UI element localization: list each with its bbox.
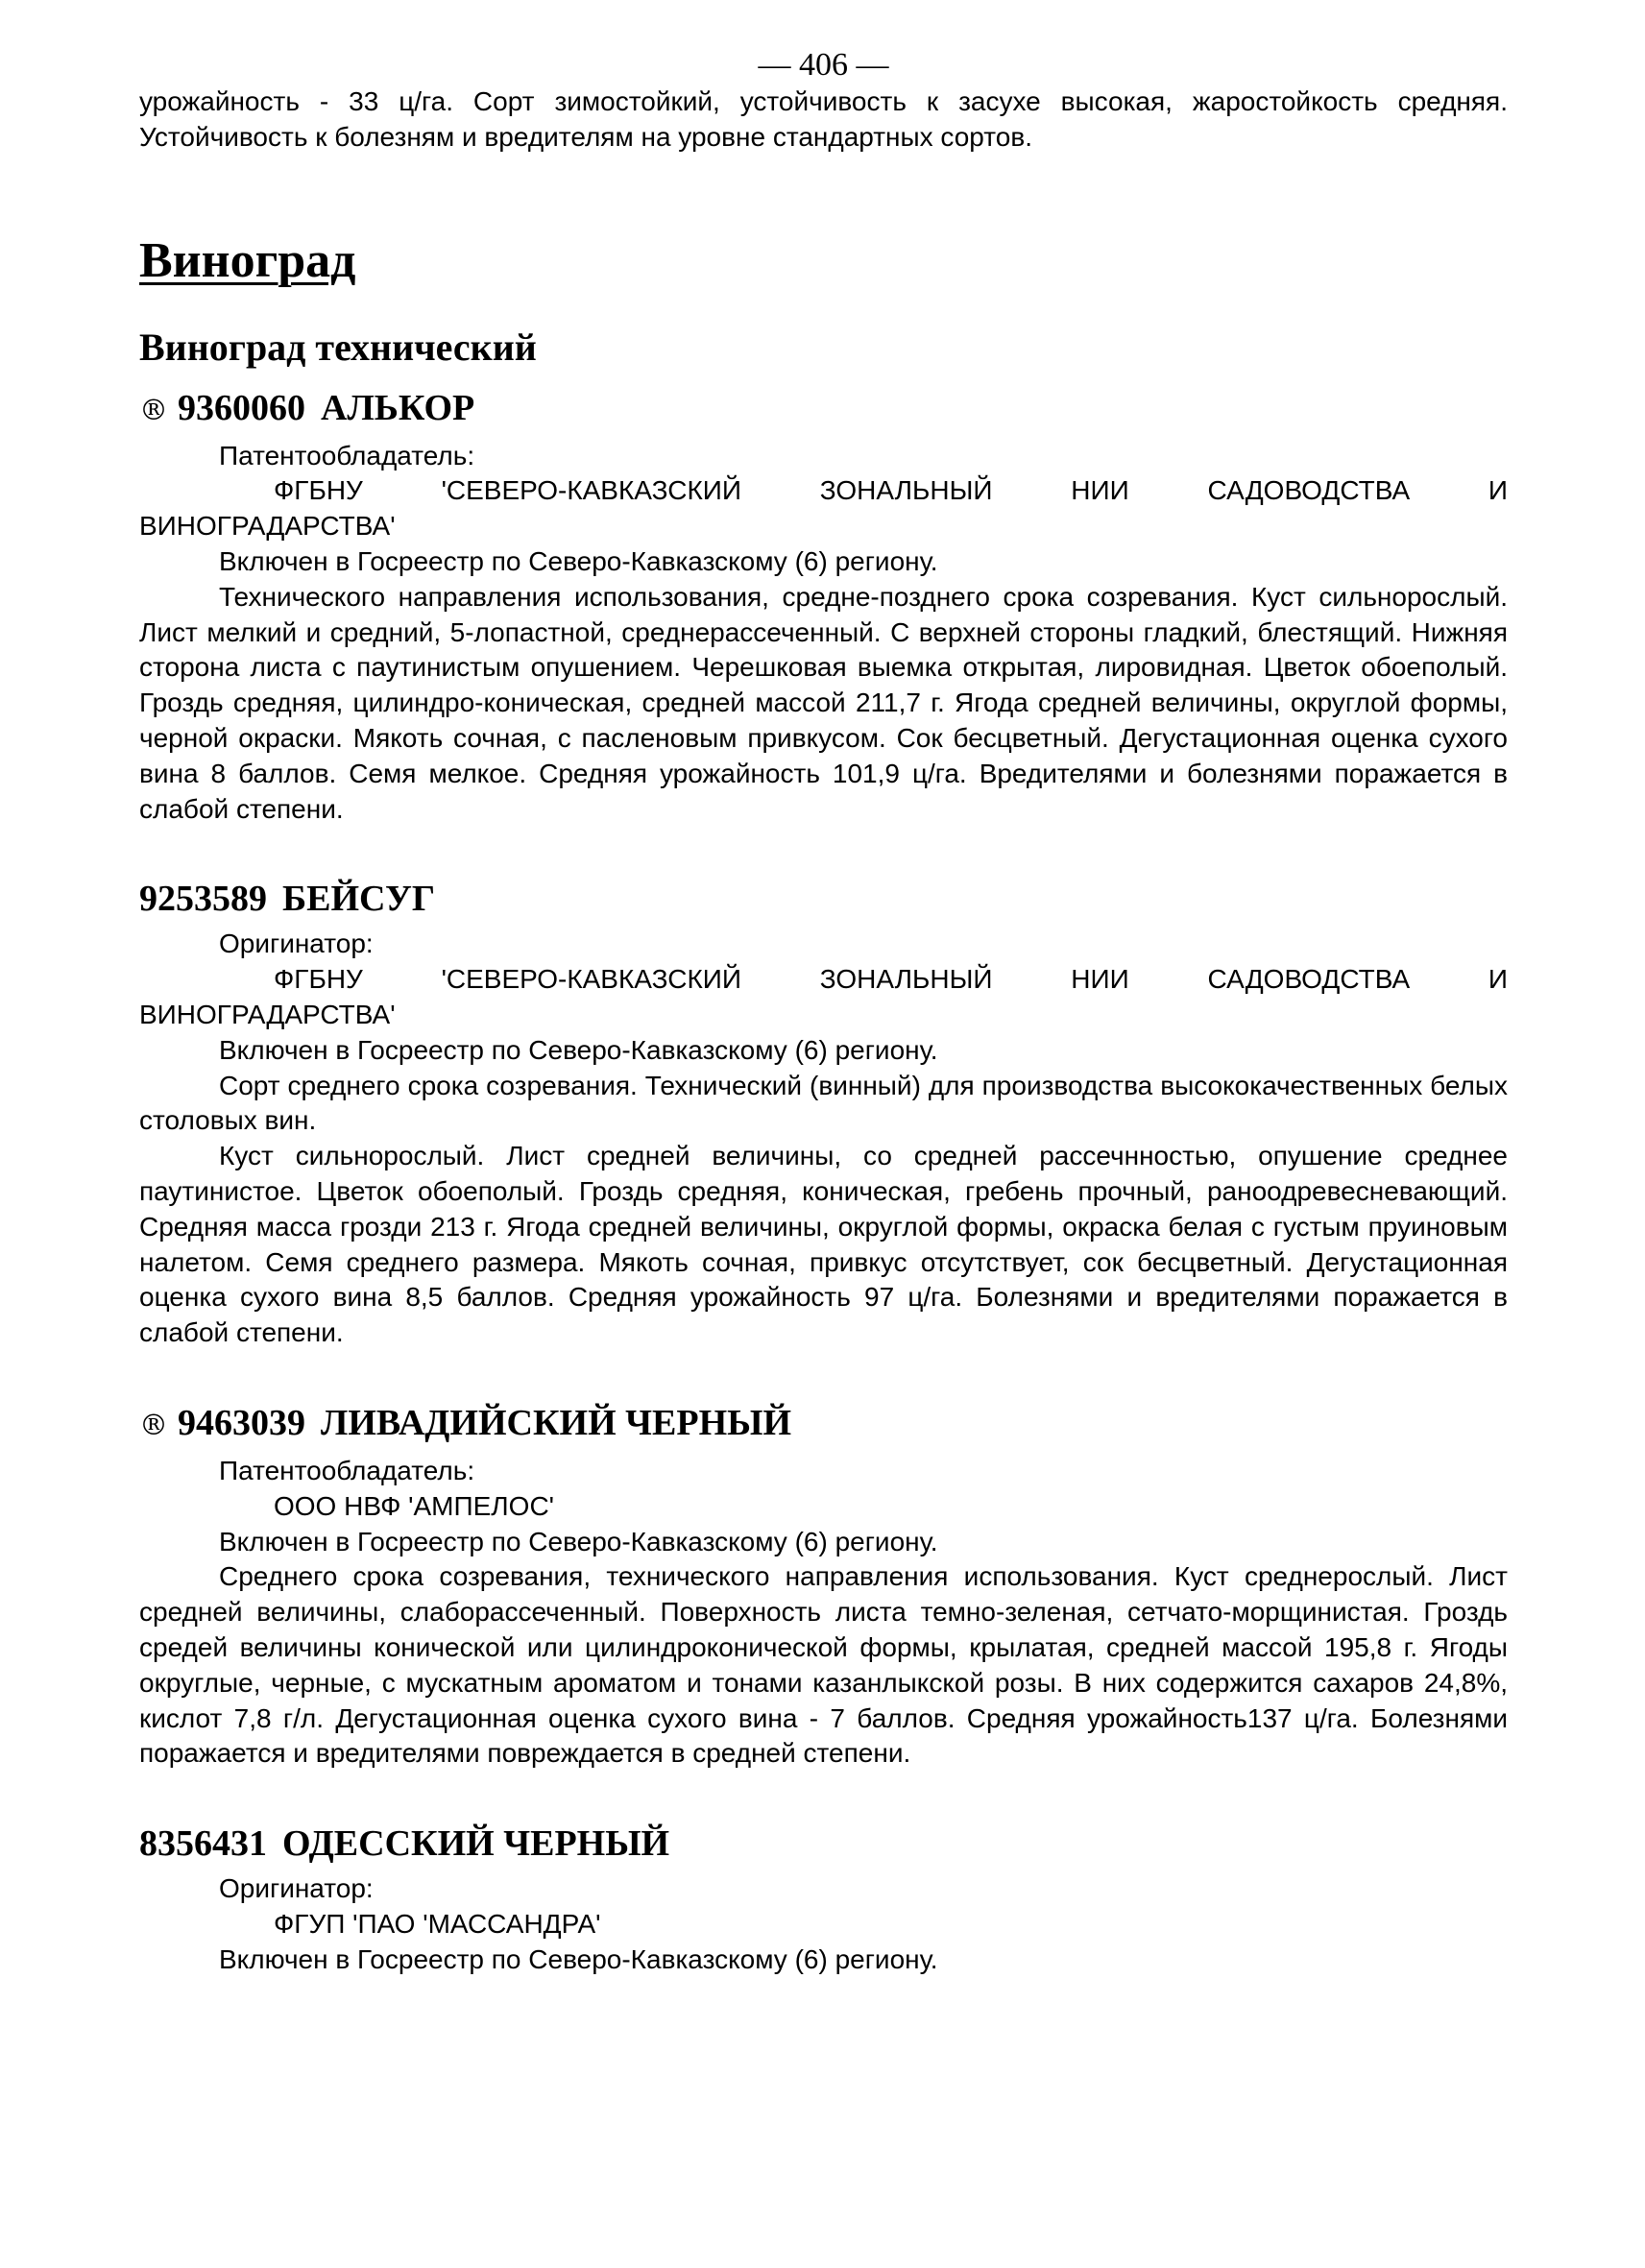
variety-description: Среднего срока созревания, технического направления использования. Куст среднерослый. Лист средней величины, слаборассеченный. Поверхность листа темно-зеленая, сетчато-морщинистая. Гроздь средей величины конической или цилиндроконической формы, крылатая, средней массой 195,8 г. Ягоды округлые, черные, с мускатным ароматом и тонами казанлыкской розы. В них содержится сахаров 24,8%, кислот 7,8 г/л. Дегустационная оценка сухого вина - 7 баллов. Средняя урожайность137 ц/га. Болезнями поражается и вредителями повреждается в средней степени. xyxy=(139,1561,1508,1769)
variety-entry-odesskiy xyxy=(139,1822,1508,1977)
registered-mark-icon: ® xyxy=(139,1408,168,1442)
variety-heading xyxy=(139,386,1508,433)
variety-description: Сорт среднего срока созревания. Технический (винный) для производства высококачественных белых столовых вин. xyxy=(139,1070,1508,1136)
subsection-title: Виноград технический xyxy=(139,325,537,369)
variety-heading xyxy=(139,1822,1508,1866)
originator-name-line1: ФГУП 'ПАО 'МАССАНДРА' xyxy=(274,1908,601,1939)
variety-description-2: Куст сильнорослый. Лист средней величины, со средней рассечнностью, опушение среднее паутинистое. Цветок обоеполый. Гроздь средняя, коническая, гребень прочный, раноодревесневающий. Средняя масса грозди 213 г. Ягода средней величины, округлой формы, окраска белая с густым пруиновым налетом. Семя среднего размера. Мякоть сочная, привкус отсутствует, сок бесцветный. Дегустационная оценка сухого вина 8,5 баллов. Средняя урожайность 97 ц/га. Болезнями и вредителями поражается в слабой степени. xyxy=(139,1141,1508,1348)
variety-description: Технического направления использования, средне-позднего срока созревания. Куст сильнорослый. Лист мелкий и средний, 5-лопастной, среднерассеченный. С верхней стороны гладкий, блестящий. Нижняя сторона листа с паутинистым опушением. Черешковая выемка открытая, лировидная. Цветок обоеполый. Гроздь средняя, цилиндро-коническая, средней массой 211,7 г. Ягода средней величины, округлой формы, черной окраски. Мякоть сочная, с пасленовым привкусом. Сок бесцветный. Дегустационная оценка сухого вина 8 баллов. Семя мелкое. Средняя урожайность 101,9 ц/га. Вредителями и болезнями поражается в слабой степени. xyxy=(139,581,1508,824)
originator-name-line1: ФГБНУ 'СЕВЕРО-КАВКАЗСКИЙ ЗОНАЛЬНЫЙ НИИ САДОВОДСТВА И xyxy=(274,964,1508,995)
originator-label: Оригинатор: xyxy=(219,1873,374,1904)
variety-code: 9253589 xyxy=(139,879,267,920)
registered-mark-icon: ® xyxy=(139,393,168,427)
variety-code: 9360060 xyxy=(178,387,305,428)
variety-entry-beisug xyxy=(139,877,1508,1351)
document-page xyxy=(139,46,1508,1977)
originator-label: Оригинатор: xyxy=(219,929,374,959)
intro-paragraph: урожайность - 33 ц/га. Сорт зимостойкий, устойчивость к засухе высокая, жаростойкость средняя. Устойчивость к болезням и вредителям на уровне стандартных сортов. xyxy=(139,86,1508,152)
variety-entry-alkor xyxy=(139,386,1508,828)
variety-name: БЕЙСУГ xyxy=(282,879,436,920)
variety-entry-livadiyskiy xyxy=(139,1401,1508,1772)
registry-note: Включен в Госреестр по Северо-Кавказскому (6) региону. xyxy=(219,545,938,576)
holder-label: Патентообладатель: xyxy=(219,1455,475,1485)
variety-name: АЛЬКОР xyxy=(321,387,475,428)
variety-name: ОДЕССКИЙ ЧЕРНЫЙ xyxy=(282,1823,670,1865)
registry-note: Включен в Госреестр по Северо-Кавказскому (6) региону. xyxy=(219,1034,938,1065)
holder-name-line1: ООО НВФ 'АМПЕЛОС' xyxy=(274,1490,555,1521)
section-title: Виноград xyxy=(139,232,356,288)
registry-note: Включен в Госреестр по Северо-Кавказскому (6) региону. xyxy=(219,1943,938,1974)
registry-note: Включен в Госреестр по Северо-Кавказскому (6) региону. xyxy=(219,1526,938,1556)
originator-name-line2: ВИНОГРАДАРСТВА' xyxy=(139,999,396,1029)
page-number: — 406 — xyxy=(758,47,889,83)
holder-name-line2: ВИНОГРАДАРСТВА' xyxy=(139,511,396,542)
holder-name-line1: ФГБНУ 'СЕВЕРО-КАВКАЗСКИЙ ЗОНАЛЬНЫЙ НИИ САДОВОДСТВА И xyxy=(274,475,1508,506)
variety-code: 9463039 xyxy=(178,1402,305,1443)
variety-code: 8356431 xyxy=(139,1823,267,1865)
variety-heading xyxy=(139,877,1508,921)
variety-heading xyxy=(139,1401,1508,1448)
variety-name: ЛИВАДИЙСКИЙ ЧЕРНЫЙ xyxy=(321,1402,792,1443)
holder-label: Патентообладатель: xyxy=(219,440,475,470)
